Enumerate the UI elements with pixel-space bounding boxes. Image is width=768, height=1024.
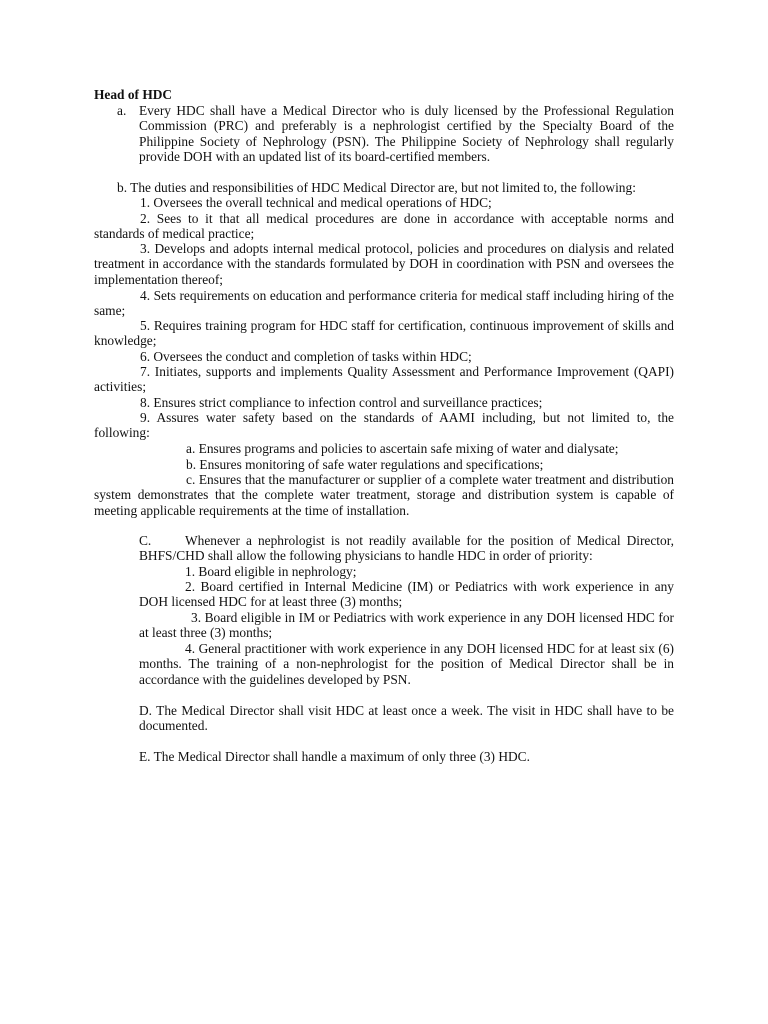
duty-item-8: 8. Ensures strict compliance to infection control and surveillance practices; bbox=[140, 395, 543, 410]
section-a-paragraph: Every HDC shall have a Medical Director who is duly licensed by the Professional Regulation Commission (PRC) and preferably is a nephrologist certified by the Specialty Board of the Philippine Society of Nephrology (PSN). The Philippine Society of Nephrology shall regularly provide DOH with an updated list of its board-certified members. bbox=[139, 103, 674, 165]
section-e-paragraph: E. The Medical Director shall handle a maximum of only three (3) HDC. bbox=[139, 749, 530, 764]
duty-item-1: 1. Oversees the overall technical and medical operations of HDC; bbox=[140, 195, 492, 210]
section-c-text: Whenever a nephrologist is not readily available for the position of Medical Director, BHFS/CHD shall allow the following physicians to handle HDC in order of priority: bbox=[139, 533, 674, 564]
section-a-marker: a. bbox=[117, 103, 127, 118]
section-b-intro: b. The duties and responsibilities of HDC Medical Director are, but not limited to, the following: bbox=[117, 180, 636, 195]
section-heading: Head of HDC bbox=[94, 87, 173, 102]
duty-item-2: 2. Sees to it that all medical procedures are done in accordance with acceptable norms and standards of medical practice; bbox=[94, 211, 674, 242]
physician-item-1: 1. Board eligible in nephrology; bbox=[185, 564, 357, 579]
section-c-paragraph bbox=[139, 533, 674, 564]
duty-item-6: 6. Oversees the conduct and completion of tasks within HDC; bbox=[140, 349, 472, 364]
duty-item-7: 7. Initiates, supports and implements Quality Assessment and Performance Improvement (QAPI) activities; bbox=[94, 364, 674, 395]
duty-item-4: 4. Sets requirements on education and performance criteria for medical staff including hiring of the same; bbox=[94, 288, 674, 319]
section-d-paragraph: D. The Medical Director shall visit HDC at least once a week. The visit in HDC shall have to be documented. bbox=[139, 703, 674, 734]
physician-item-3: 3. Board eligible in IM or Pediatrics with work experience in any DOH licensed HDC for at least three (3) months; bbox=[139, 610, 674, 641]
water-subitem-b: b. Ensures monitoring of safe water regulations and specifications; bbox=[186, 457, 544, 472]
section-c-marker: C. bbox=[139, 533, 152, 548]
water-subitem-a: a. Ensures programs and policies to ascertain safe mixing of water and dialysate; bbox=[186, 441, 619, 456]
physician-item-4: 4. General practitioner with work experience in any DOH licensed HDC for at least six (6) months. The training of a non-nephrologist for the position of Medical Director shall be in accordance with the guidelines developed by PSN. bbox=[139, 641, 674, 687]
water-subitem-c: c. Ensures that the manufacturer or supplier of a complete water treatment and distribution system demonstrates that the complete water treatment, storage and distribution system is capable of meeting applicable requirements at the time of installation. bbox=[94, 472, 674, 518]
duty-item-5: 5. Requires training program for HDC staff for certification, continuous improvement of skills and knowledge; bbox=[94, 318, 674, 349]
duty-item-9: 9. Assures water safety based on the standards of AAMI including, but not limited to, the following: bbox=[94, 410, 674, 441]
duty-item-3: 3. Develops and adopts internal medical protocol, policies and procedures on dialysis and related treatment in accordance with the standards formulated by DOH in coordination with PSN and oversees the implementation thereof; bbox=[94, 241, 674, 287]
physician-item-2: 2. Board certified in Internal Medicine (IM) or Pediatrics with work experience in any DOH licensed HDC for at least three (3) months; bbox=[139, 579, 674, 610]
